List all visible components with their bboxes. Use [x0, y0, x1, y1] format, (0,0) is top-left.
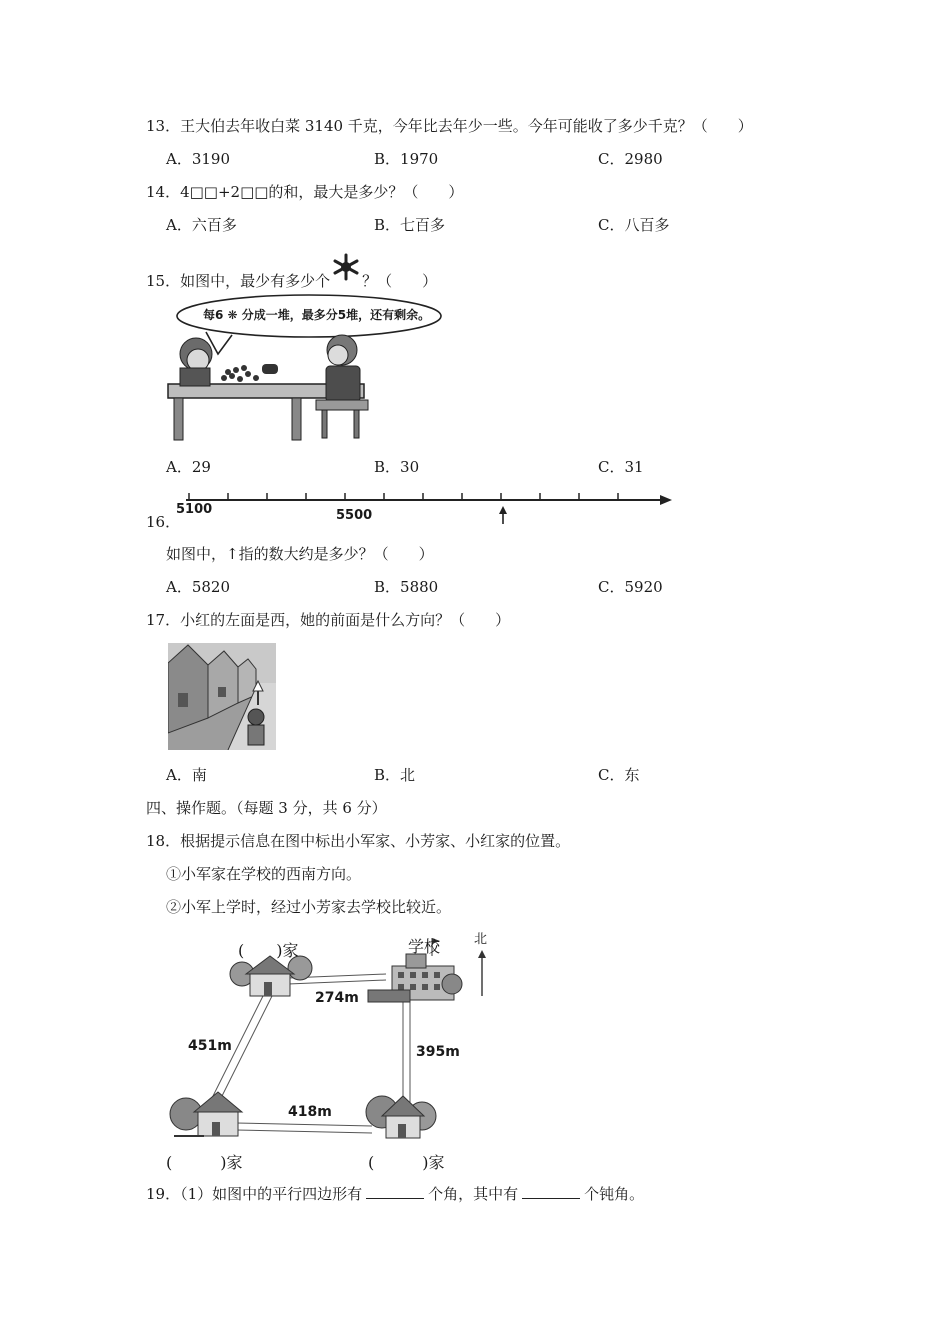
map-bottom-left-label: ( )家: [166, 1153, 243, 1172]
q19-blank-obtuse[interactable]: [522, 1184, 580, 1199]
q13-text: 13．王大伯去年收白菜 3140 千克，今年比去年少一些。今年可能收了多少千克？（ ）: [146, 117, 753, 135]
q18-text: 18．根据提示信息在图中标出小军家、小芳家、小红家的位置。: [146, 832, 571, 850]
up-arrow-icon: [499, 506, 507, 524]
q15-text-after: ？（ ）: [362, 272, 438, 290]
q14-option-b[interactable]: B．七百多: [374, 216, 446, 234]
house-icon: [366, 1096, 436, 1138]
q18-hint-1: ①小军家在学校的西南方向。: [166, 865, 362, 883]
q17-option-a[interactable]: A．南: [166, 766, 207, 784]
q13-option-a[interactable]: A．3190: [166, 150, 231, 168]
q15-option-b[interactable]: B．30: [374, 458, 420, 476]
q16-option-a[interactable]: A．5820: [166, 578, 231, 596]
tick-label-5100: 5100: [176, 502, 213, 517]
q18-map: [160, 926, 500, 1174]
house-icon: [230, 956, 312, 996]
q15-illustration: [166, 292, 456, 444]
map-top-left-label: ( )家: [238, 941, 299, 960]
q17-option-b[interactable]: B．北: [374, 766, 416, 784]
q14-text: 14．4□□+2□□的和，最大是多少？（ ）: [146, 183, 464, 201]
q17-option-c[interactable]: C．东: [598, 766, 640, 784]
q17-street-image: [168, 643, 276, 750]
number-line: [176, 488, 676, 528]
snowflake-icon: [330, 260, 362, 280]
distance-right: 395m: [416, 1044, 460, 1060]
q15-option-a[interactable]: A．29: [166, 458, 211, 476]
map-bottom-right-label: ( )家: [368, 1153, 445, 1172]
map-north-label: 北: [474, 932, 488, 947]
q13-option-b[interactable]: B．1970: [374, 150, 439, 168]
q16-text: 如图中，↑指的数大约是多少？（ ）: [166, 545, 434, 563]
q19-blank-angles[interactable]: [366, 1184, 424, 1199]
map-school-label: 学校: [408, 937, 441, 956]
distance-bottom: 418m: [288, 1104, 332, 1120]
q15-bubble-text: 每6 ❋ 分成一堆，最多分5堆，还有剩余。: [203, 308, 431, 322]
q16-label: 16．: [146, 513, 181, 531]
section4-title: 四、操作题。（每题 3 分，共 6 分）: [146, 799, 387, 817]
north-arrow-icon: [478, 950, 486, 996]
distance-top: 274m: [315, 990, 359, 1006]
tick-label-5500: 5500: [336, 508, 373, 523]
house-icon: [170, 1092, 242, 1136]
q19-prefix: 19．（1）如图中的平行四边形有: [146, 1185, 363, 1203]
q15-option-c[interactable]: C．31: [598, 458, 644, 476]
q17-text: 17．小红的左面是西，她的前面是什么方向？（ ）: [146, 611, 511, 629]
q15-text: [146, 260, 437, 291]
q16-option-c[interactable]: C．5920: [598, 578, 663, 596]
q14-option-a[interactable]: A．六百多: [166, 216, 237, 234]
distance-left: 451m: [188, 1038, 232, 1054]
q13-option-c[interactable]: C．2980: [598, 150, 663, 168]
q16-option-b[interactable]: B．5880: [374, 578, 439, 596]
q19-middle: 个角，其中有: [428, 1185, 519, 1203]
q19-text: [146, 1184, 644, 1204]
q18-hint-2: ②小军上学时，经过小芳家去学校比较近。: [166, 898, 452, 916]
q14-option-c[interactable]: C．八百多: [598, 216, 670, 234]
q15-text-before: 15．如图中，最少有多少个: [146, 272, 331, 290]
q19-suffix: 个钝角。: [584, 1185, 645, 1203]
